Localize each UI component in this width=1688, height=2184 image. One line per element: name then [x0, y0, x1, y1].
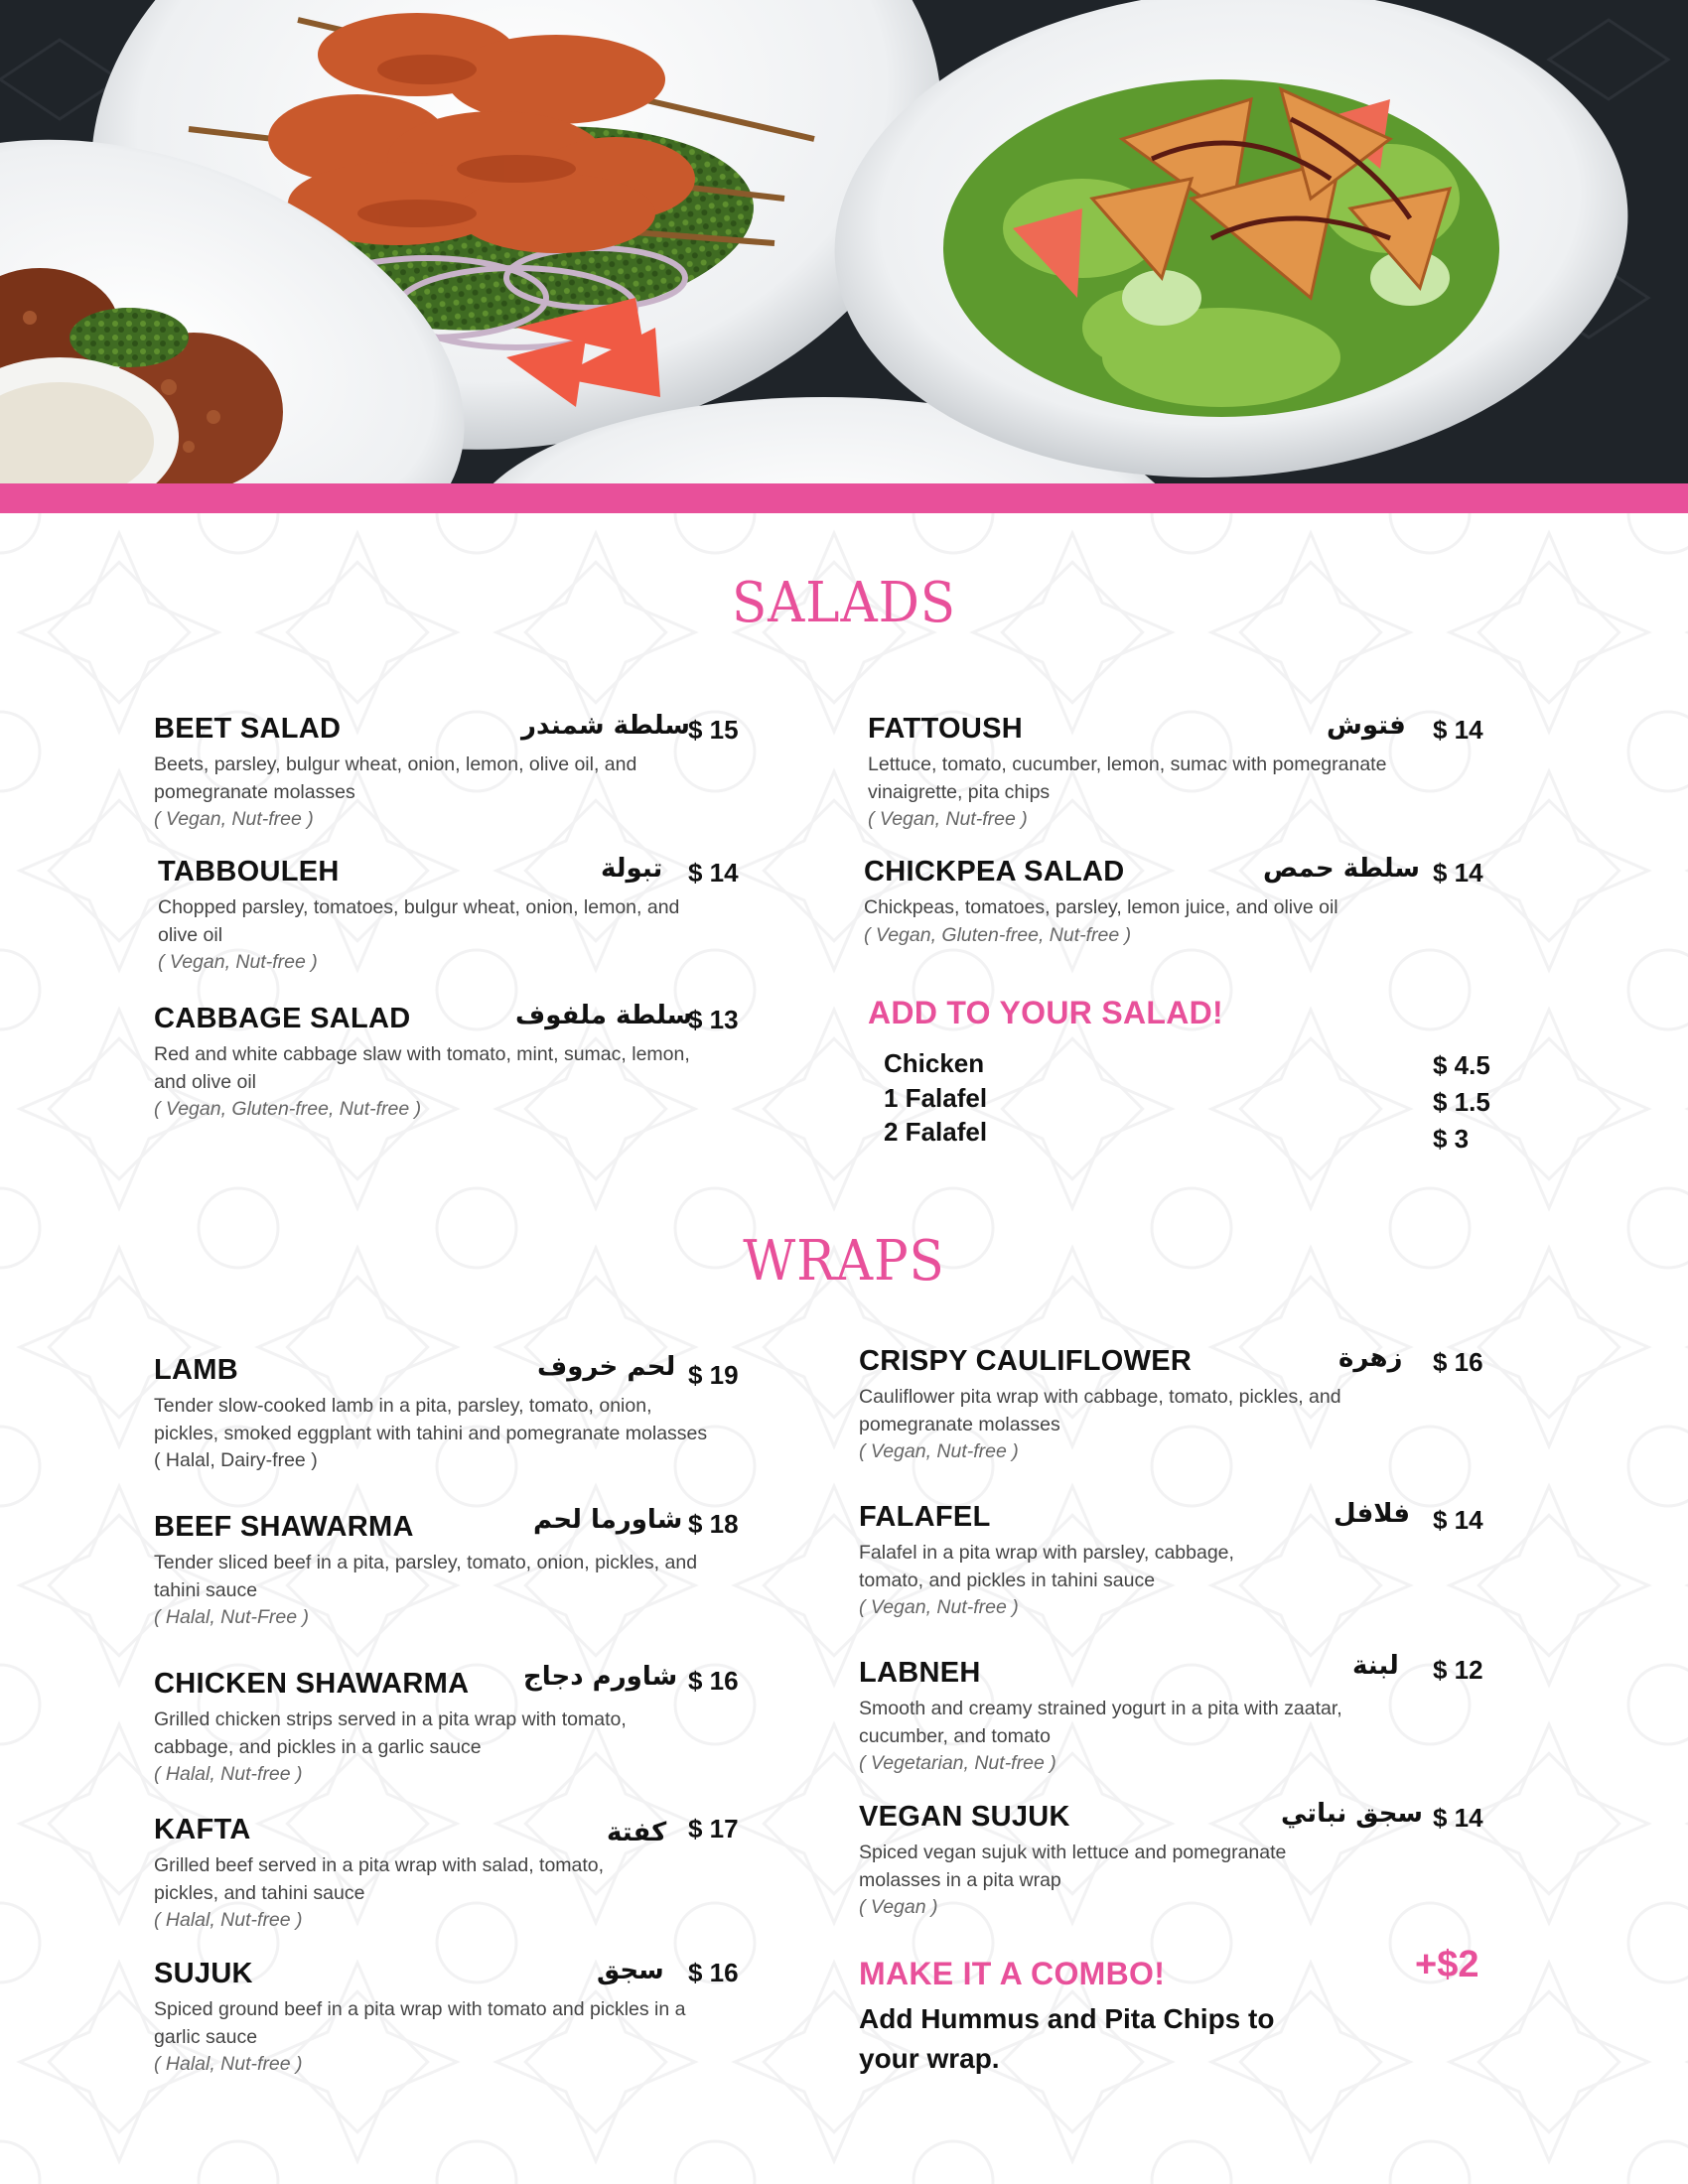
menu-item-crispy-cauliflower — [859, 1343, 1483, 1466]
item-description: Tender sliced beef in a pita, parsley, tomato, onion, pickles, and tahini sauce — [154, 1552, 698, 1601]
item-description: Red and white cabbage slaw with tomato, mint, sumac, lemon, and olive oil — [154, 1043, 690, 1093]
item-price: $ 19 — [688, 1360, 739, 1390]
combo-price: +$2 — [1415, 1944, 1479, 1985]
item-price: $ 14 — [1433, 1505, 1483, 1535]
item-arabic-name: سلطة شمندر — [521, 711, 690, 741]
item-price: $ 17 — [688, 1814, 739, 1843]
item-price: $ 14 — [688, 858, 739, 887]
item-description: Grilled beef served in a pita wrap with salad, tomato, pickles, and tahini sauce — [154, 1854, 605, 1904]
item-tags: ( Vegan, Gluten-free, Nut-free ) — [864, 923, 1132, 946]
item-arabic-name: شاورما لحم — [533, 1505, 683, 1535]
item-tags: ( Vegetarian, Nut-free ) — [859, 1752, 1056, 1774]
menu-item-lamb — [154, 1354, 750, 1475]
item-arabic-name: كفتة — [607, 1818, 667, 1847]
item-name: VEGAN SUJUK — [859, 1801, 1070, 1833]
item-price: $ 15 — [688, 715, 739, 745]
menu-item-beet-salad — [154, 713, 750, 834]
item-name: LABNEH — [859, 1657, 981, 1689]
item-tags: ( Vegan, Nut-free ) — [154, 808, 314, 830]
accent-band — [0, 483, 1688, 513]
addon-price: $ 3 — [1433, 1124, 1470, 1154]
item-price: $ 16 — [688, 1666, 739, 1696]
item-description: Chopped parsley, tomatoes, bulgur wheat, onion, lemon, and olive oil — [158, 896, 680, 946]
item-tags: ( Halal, Nut-Free ) — [154, 1606, 310, 1628]
menu-item-labneh — [859, 1651, 1483, 1778]
item-description: Chickpeas, tomatoes, parsley, lemon juice, and olive oil — [864, 896, 1338, 918]
item-arabic-name: سلطة ملفوف — [515, 1001, 693, 1030]
menu-item-falafel — [859, 1499, 1483, 1622]
item-tags: ( Vegan ) — [859, 1896, 938, 1918]
menu-item-cabbage-salad — [154, 1003, 750, 1124]
item-arabic-name: شاورم دجاج — [523, 1662, 678, 1692]
item-name: BEEF SHAWARMA — [154, 1511, 414, 1543]
item-description: Spiced vegan sujuk with lettuce and pomegranate molasses in a pita wrap — [859, 1842, 1287, 1891]
salads-title: SALADS — [731, 571, 957, 635]
item-tags: ( Halal, Nut-free ) — [154, 2053, 303, 2075]
item-tags: ( Halal, Nut-free ) — [154, 1763, 303, 1785]
item-tags: ( Halal, Nut-free ) — [154, 1909, 303, 1931]
item-name: CRISPY CAULIFLOWER — [859, 1345, 1193, 1377]
item-description: Falafel in a pita wrap with parsley, cabbage, tomato, and pickles in tahini sauce — [859, 1542, 1234, 1591]
item-description: Cauliflower pita wrap with cabbage, tomato, pickles, and pomegranate molasses — [859, 1386, 1341, 1435]
item-description: Tender slow-cooked lamb in a pita, parsley, tomato, onion, pickles, smoked eggplant with tahini and pomegranate molasses ( Halal, Dairy-free ) — [154, 1395, 708, 1471]
menu-item-vegan-sujuk — [859, 1799, 1483, 1922]
menu-item-tabbouleh — [158, 856, 754, 977]
item-arabic-name: لحم خروف — [537, 1352, 676, 1382]
item-name: CABBAGE SALAD — [154, 1003, 411, 1034]
item-arabic-name: تبولة — [601, 854, 663, 884]
item-arabic-name: سجق نباتي — [1281, 1799, 1423, 1829]
item-arabic-name: سلطة حمص — [1263, 854, 1420, 884]
item-tags: ( Vegan, Nut-free ) — [859, 1596, 1019, 1618]
item-name: FALAFEL — [859, 1501, 991, 1533]
item-arabic-name: فتوش — [1327, 711, 1406, 741]
item-price: $ 16 — [688, 1958, 739, 1987]
item-arabic-name: لبنة — [1352, 1651, 1399, 1681]
addon-price: $ 4.5 — [1433, 1050, 1490, 1080]
hero-photo — [0, 0, 1688, 483]
item-name: KAFTA — [154, 1814, 251, 1845]
menu-item-chicken-shawarma — [154, 1662, 750, 1789]
item-arabic-name: زهرة — [1338, 1343, 1403, 1373]
item-tags: ( Vegan, Gluten-free, Nut-free ) — [154, 1098, 422, 1120]
item-name: LAMB — [154, 1354, 238, 1386]
addon-name: Chicken — [884, 1048, 985, 1078]
item-description: Lettuce, tomato, cucumber, lemon, sumac with pomegranate vinaigrette, pita chips — [868, 753, 1387, 803]
addons-title: ADD TO YOUR SALAD! — [868, 995, 1224, 1030]
item-description: Spiced ground beef in a pita wrap with tomato and pickles in a garlic sauce — [154, 1998, 686, 2048]
food-photo-icon — [0, 0, 1688, 483]
item-price: $ 14 — [1433, 1803, 1483, 1833]
item-price: $ 16 — [1433, 1347, 1483, 1377]
addon-name: 1 Falafel — [884, 1083, 988, 1113]
item-price: $ 14 — [1433, 715, 1483, 745]
menu-item-beef-shawarma — [154, 1505, 750, 1632]
wraps-title: WRAPS — [743, 1229, 945, 1294]
item-price: $ 18 — [688, 1509, 739, 1539]
menu-item-sujuk — [154, 1958, 750, 2079]
item-tags: ( Vegan, Nut-free ) — [868, 808, 1028, 830]
item-description: Smooth and creamy strained yogurt in a pita with zaatar, cucumber, and tomato — [859, 1698, 1342, 1747]
item-description: Beets, parsley, bulgur wheat, onion, lemon, olive oil, and pomegranate molasses — [154, 753, 637, 803]
item-tags: ( Vegan, Nut-free ) — [859, 1440, 1019, 1462]
item-arabic-name: سجق — [597, 1956, 664, 1985]
item-name: TABBOULEH — [158, 856, 340, 887]
menu-item-chickpea-salad — [864, 854, 1483, 949]
item-name: CHICKEN SHAWARMA — [154, 1668, 470, 1700]
item-price: $ 12 — [1433, 1655, 1483, 1685]
item-description: Grilled chicken strips served in a pita wrap with tomato, cabbage, and pickles in a garlic sauce — [154, 1708, 627, 1758]
addon-name: 2 Falafel — [884, 1117, 988, 1147]
combo-title: MAKE IT A COMBO! — [859, 1956, 1166, 1991]
addon-price: $ 1.5 — [1433, 1087, 1490, 1117]
item-arabic-name: فلافل — [1334, 1499, 1410, 1529]
item-price: $ 14 — [1433, 858, 1483, 887]
menu-item-kafta — [154, 1814, 750, 1935]
item-name: FATTOUSH — [868, 713, 1023, 745]
item-price: $ 13 — [688, 1005, 739, 1034]
menu-item-fattoush — [868, 711, 1483, 834]
item-name: SUJUK — [154, 1958, 253, 1989]
combo-description: Add Hummus and Pita Chips to your wrap. — [859, 2003, 1275, 2074]
item-name: BEET SALAD — [154, 713, 342, 745]
item-tags: ( Vegan, Nut-free ) — [158, 951, 318, 973]
item-name: CHICKPEA SALAD — [864, 856, 1125, 887]
